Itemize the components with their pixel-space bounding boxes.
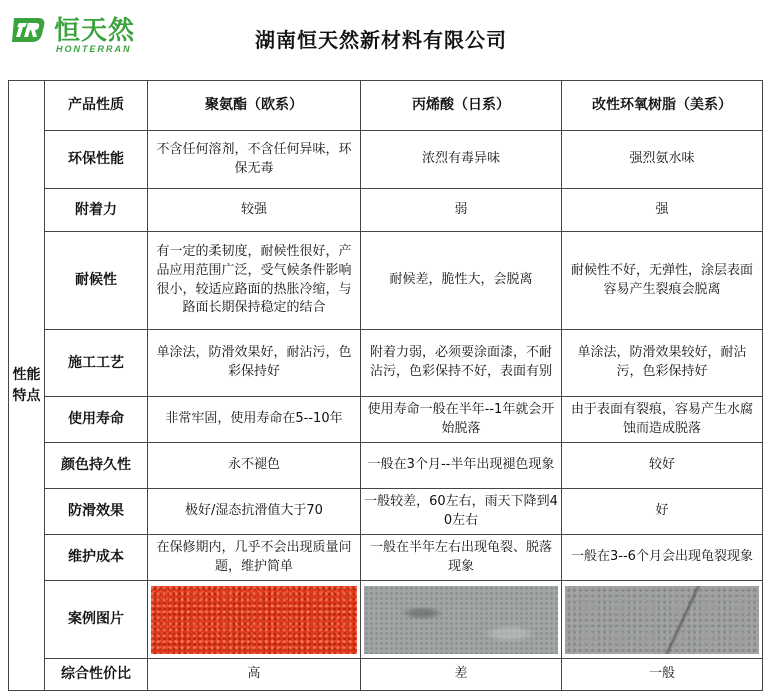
table-row bbox=[9, 189, 763, 232]
table-row bbox=[9, 489, 763, 535]
table-cell: 耐候差，脆性大，会脱离 bbox=[361, 232, 562, 330]
column-header-acrylic: 丙烯酸（日系） bbox=[361, 81, 562, 131]
row-label: 案例图片 bbox=[45, 581, 148, 659]
row-label: 综合性价比 bbox=[45, 659, 148, 691]
logo-badge-icon bbox=[10, 14, 50, 46]
row-label: 耐候性 bbox=[45, 232, 148, 330]
company-title: 湖南恒天然新材料有限公司 bbox=[255, 28, 507, 52]
table-cell: 由于表面有裂痕，容易产生水腐蚀而造成脱落 bbox=[562, 397, 763, 443]
table-cell: 永不褪色 bbox=[148, 443, 361, 489]
table-cell: 高 bbox=[148, 659, 361, 691]
table-cell: 单涂法，防滑效果较好，耐沾污，色彩保持好 bbox=[562, 330, 763, 397]
case-photo-acrylic bbox=[361, 581, 562, 659]
table-row bbox=[9, 131, 763, 189]
table-row bbox=[9, 397, 763, 443]
table-row bbox=[9, 330, 763, 397]
table-cell: 较强 bbox=[148, 189, 361, 232]
table-cell: 不含任何溶剂，不含任何异味，环保无毒 bbox=[148, 131, 361, 189]
logo-english-name: HONTERRAN bbox=[56, 44, 132, 54]
table-cell: 强烈氨水味 bbox=[562, 131, 763, 189]
table-cell: 一般较差，60左右，雨天下降到40左右 bbox=[361, 489, 562, 535]
column-header-epoxy: 改性环氧树脂（美系） bbox=[562, 81, 763, 131]
table-cell: 弱 bbox=[361, 189, 562, 232]
table-row bbox=[9, 535, 763, 581]
row-label: 维护成本 bbox=[45, 535, 148, 581]
row-label: 使用寿命 bbox=[45, 397, 148, 443]
table-row bbox=[9, 443, 763, 489]
row-label: 环保性能 bbox=[45, 131, 148, 189]
side-category-label: 性能特点 bbox=[9, 81, 45, 691]
column-header-polyurethane: 聚氨酯（欧系） bbox=[148, 81, 361, 131]
comparison-table bbox=[8, 80, 763, 691]
table-cell: 单涂法，防滑效果好，耐沾污，色彩保持好 bbox=[148, 330, 361, 397]
case-photo-polyurethane bbox=[148, 581, 361, 659]
table-cell: 一般在半年左右出现龟裂、脱落现象 bbox=[361, 535, 562, 581]
company-logo bbox=[10, 8, 160, 58]
table-cell: 非常牢固，使用寿命在5--10年 bbox=[148, 397, 361, 443]
cracked-pavement-image bbox=[565, 586, 759, 654]
table-cell: 附着力弱，必须要涂面漆，不耐沾污，色彩保持不好，表面有别 bbox=[361, 330, 562, 397]
table-cell: 耐候性不好，无弹性，涂层表面容易产生裂痕会脱离 bbox=[562, 232, 763, 330]
worn-pavement-image bbox=[364, 586, 558, 654]
case-photo-epoxy bbox=[562, 581, 763, 659]
table-cell: 浓烈有毒异味 bbox=[361, 131, 562, 189]
table-cell: 有一定的柔韧度，耐候性很好，产品应用范围广泛，受气候条件影响很小，较适应路面的热胀冷缩，与路面长期保持稳定的结合 bbox=[148, 232, 361, 330]
logo-chinese-name: 恒天然 bbox=[54, 16, 136, 46]
photo-row bbox=[9, 581, 763, 659]
row-label: 防滑效果 bbox=[45, 489, 148, 535]
page-header bbox=[0, 0, 767, 72]
table-cell: 一般在3个月--半年出现褪色现象 bbox=[361, 443, 562, 489]
table-cell: 好 bbox=[562, 489, 763, 535]
row-label: 施工工艺 bbox=[45, 330, 148, 397]
table-row bbox=[9, 232, 763, 330]
table-cell: 一般在3--6个月会出现龟裂现象 bbox=[562, 535, 763, 581]
summary-row bbox=[9, 659, 763, 691]
table-header-row bbox=[9, 81, 763, 131]
table-cell: 强 bbox=[562, 189, 763, 232]
row-label: 附着力 bbox=[45, 189, 148, 232]
table-cell: 使用寿命一般在半年--1年就会开始脱落 bbox=[361, 397, 562, 443]
red-pavement-image bbox=[151, 586, 357, 654]
row-label: 颜色持久性 bbox=[45, 443, 148, 489]
table-cell: 一般 bbox=[562, 659, 763, 691]
column-header-property: 产品性质 bbox=[45, 81, 148, 131]
table-cell: 极好/湿态抗滑值大于70 bbox=[148, 489, 361, 535]
table-cell: 差 bbox=[361, 659, 562, 691]
table-cell: 较好 bbox=[562, 443, 763, 489]
table-cell: 在保修期内，几乎不会出现质量问题，维护简单 bbox=[148, 535, 361, 581]
